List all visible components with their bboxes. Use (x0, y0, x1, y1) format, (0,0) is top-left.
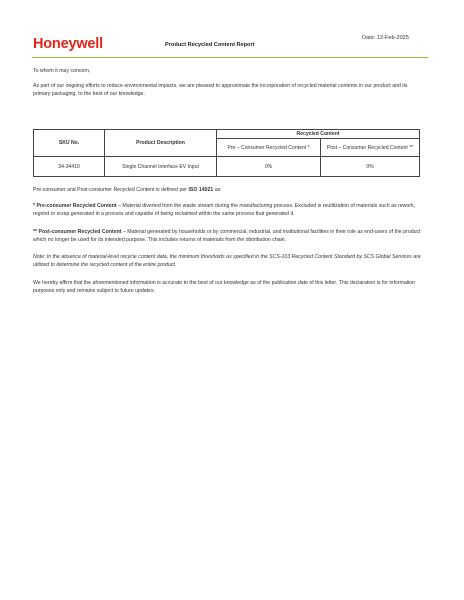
definition-intro: Pre-consumer and Post-consumer Recycled Content is defined per ISO 14021 as: (33, 187, 222, 193)
note-paragraph: Note: In the absence of material-level recycle content data, the minimum thresholds as specified in the SCS-103 Recycled Content Standard by SCS Global Services are utilized to determine the recycled content of the entire product. (33, 254, 421, 269)
pre-consumer-label: * Pre-consumer Recycled Content (33, 203, 117, 209)
column-header-pre-consumer: Pre – Consumer Recycled Content * (217, 139, 321, 157)
column-header-recycled-content: Recycled Content (217, 130, 420, 139)
cell-description: Single Channel Interface EV Input (105, 157, 217, 177)
column-header-description: Product Description (105, 130, 217, 157)
salutation: To whom it may concern, (33, 68, 91, 74)
pre-consumer-definition: * Pre-consumer Recycled Content – Material diverted from the waste stream during the manufacturing process. Excluded is reutilization of materials such as rework, regrind or scrap generated in a process and capable of being reclaimed within the same process that generated it. (33, 203, 416, 218)
recycled-content-table (33, 129, 420, 177)
post-consumer-definition: ** Post-consumer Recycled Content – Material generated by households or by commercial, industrial, and institutional facilities in their role as end-users of the product which no longer be used for its intended purpose. This includes returns of materials from the distribution chain. (33, 229, 421, 244)
table-row (34, 157, 420, 177)
report-date: Date: 12-Feb-2025 (362, 35, 409, 41)
cell-pre-consumer: 0% (217, 157, 321, 177)
column-header-post-consumer: Post – Consumer Recycled Content ** (321, 139, 420, 157)
column-header-sku: SKU No. (34, 130, 105, 157)
affirmation-paragraph: We hereby affirm that the aforementioned information is accurate to the best of our knowledge as of the publication date of this letter. This declaration is for information purposes only and remains subject to future updates. (33, 280, 416, 295)
report-title: Product Recycled Content Report (165, 42, 255, 48)
iso-standard: ISO 14021 (188, 187, 214, 193)
header-divider (32, 57, 428, 58)
cell-sku: 34-34410 (34, 157, 105, 177)
intro-paragraph: As part of our ongoing efforts to reduce environmental impacts, we are pleased to approximate the incorporation of recycled material contents in our product and its primary packaging, to the best of our knowledge. (33, 83, 408, 98)
post-consumer-label: ** Post-consumer Recycled Content (33, 229, 122, 235)
table-header-row (34, 130, 420, 139)
cell-post-consumer: 0% (321, 157, 420, 177)
honeywell-logo: Honeywell (33, 36, 103, 52)
